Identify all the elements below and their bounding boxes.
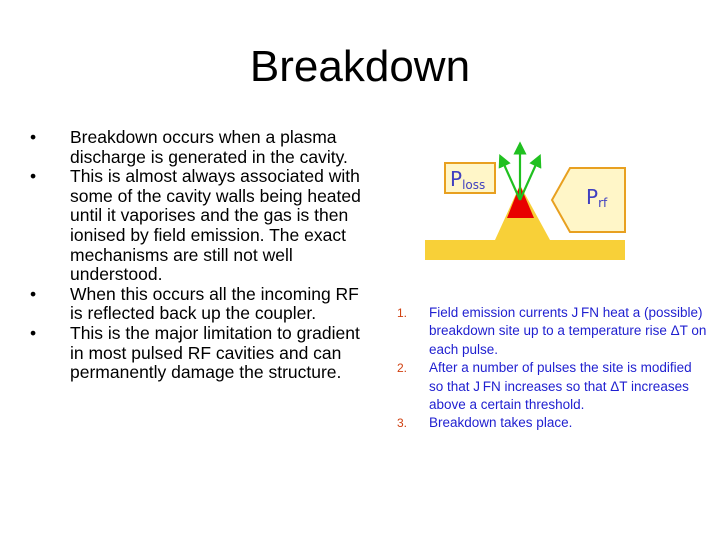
bullet-item xyxy=(30,285,375,324)
bullet-item xyxy=(30,167,375,285)
step-item xyxy=(397,414,707,432)
step-text: After a number of pulses the site is modified so that J FN increases so that ΔT increases above a certain threshold. xyxy=(429,360,692,413)
cavity-wall-base xyxy=(425,240,625,260)
bullet-list xyxy=(30,128,375,383)
step-number: 3. xyxy=(397,416,408,431)
bullet-text: When this occurs all the incoming RF is reflected back up the coupler. xyxy=(70,283,359,324)
step-number: 2. xyxy=(397,361,408,376)
bullet-item xyxy=(30,128,375,167)
bullet-dot: • xyxy=(30,322,37,343)
step-text: Breakdown takes place. xyxy=(429,415,573,431)
bullet-dot: • xyxy=(30,127,37,147)
prf-subscript: rf xyxy=(598,196,608,210)
bullet-dot: • xyxy=(30,166,37,187)
bullet-text: Breakdown occurs when a plasma discharge is generated in the cavity. xyxy=(70,127,348,167)
step-number: 1. xyxy=(397,306,408,320)
ploss-subscript: loss xyxy=(462,178,486,192)
ploss-label: Ploss xyxy=(450,167,486,192)
emission-arrow xyxy=(520,160,538,200)
prf-label: Prf xyxy=(586,185,608,210)
step-item xyxy=(397,359,707,414)
process-steps xyxy=(397,304,707,433)
bullet-text: This is almost always associated with some of the cavity walls being heated until it vaporises and the gas is then ionised by field emission. The exact mechanisms are still not well understood. xyxy=(70,166,361,285)
emission-arrow xyxy=(502,160,520,200)
slide-title: Breakdown xyxy=(249,42,471,91)
step-text: Field emission currents J FN heat a (possible) breakdown site up to a temperature rise ΔT on each pulse. xyxy=(429,305,707,357)
bullet-text: This is the major limitation to gradient in most pulsed RF cavities and can permanently damage the structure. xyxy=(70,322,360,383)
bullet-dot: • xyxy=(30,283,37,304)
step-item xyxy=(397,304,707,359)
field-emission-arrows xyxy=(502,148,538,200)
breakdown-diagram xyxy=(410,140,635,290)
bullet-item xyxy=(30,324,375,383)
